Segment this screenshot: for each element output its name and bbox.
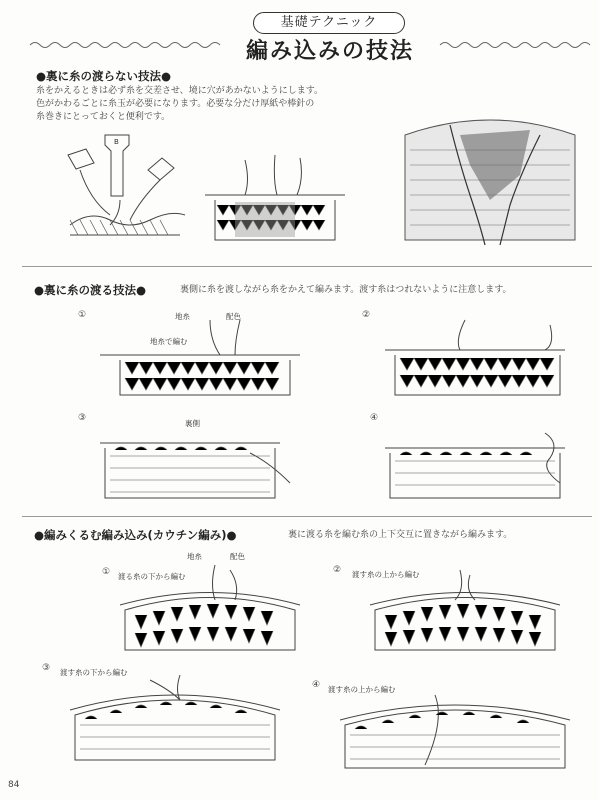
section2-step-1: ① — [78, 310, 87, 320]
section3-heading: ●編みくるむ編み込み(カウチン編み)● — [34, 528, 237, 542]
stranded-step3-illustration — [100, 428, 300, 506]
label3-color-yarn: 配色 — [230, 552, 245, 561]
label3-over2: 渡す糸の上から編む — [328, 685, 396, 694]
page-number: 84 — [8, 780, 20, 790]
label3-under2: 渡す糸の下から編む — [60, 668, 128, 677]
cowichan-step2-illustration — [370, 570, 560, 655]
section2-step-2: ② — [362, 310, 371, 320]
section-divider-2 — [22, 516, 592, 517]
label-back-side: 裏側 — [185, 419, 200, 428]
stranded-step2-illustration — [385, 320, 565, 400]
label-ground-yarn: 地糸 — [175, 312, 190, 321]
page-title: 編み込みの技法 — [245, 39, 414, 64]
stranded-step1-illustration — [100, 320, 300, 400]
bobbins-illustration — [60, 130, 190, 245]
section1-text-line2: 色がかわるごとに糸玉が必要になります。必要な分だけ厚紙や棒針の — [36, 99, 315, 109]
label3-under: 渡る糸の下から編む — [118, 572, 186, 581]
section-badge: 基礎テクニック — [253, 12, 405, 34]
section1-heading: ●裏に糸の渡らない技法● — [36, 69, 172, 83]
label3-ground-yarn: 地糸 — [187, 552, 202, 561]
intarsia-back-illustration — [400, 105, 580, 245]
section3-step-3: ③ — [42, 663, 51, 673]
section3-step-4: ④ — [312, 680, 321, 690]
decorative-border-left — [30, 40, 220, 50]
section2-note: 裏側に糸を渡しながら糸をかえて編みます。渡す糸はつれないように注意します。 — [180, 285, 512, 295]
label-knit-with-ground: 地糸で編む — [150, 337, 188, 346]
stranded-step4-illustration — [385, 428, 575, 506]
section2-step-3: ③ — [78, 413, 87, 423]
section3-step-1: ① — [102, 567, 111, 577]
decorative-border-right — [440, 40, 590, 50]
cowichan-step1-illustration — [120, 565, 300, 655]
section2-heading: ●裏に糸の渡る技法● — [34, 283, 147, 297]
bobbin-letter: B — [114, 138, 119, 146]
section3-note: 裏に渡る糸を編む糸の上下交互に置きながら編みます。 — [288, 530, 513, 540]
section3-step-2: ② — [333, 565, 342, 575]
section1-text-line1: 糸をかえるときは必ず糸を交差させ、境に穴があかないようにします。 — [36, 86, 324, 96]
section2-step-4: ④ — [370, 413, 379, 423]
intarsia-sample-illustration — [205, 150, 345, 245]
cowichan-step4-illustration — [340, 690, 570, 770]
section-divider-1 — [22, 266, 592, 267]
section1-text-line3: 糸巻きにとっておくと便利です。 — [36, 112, 171, 122]
label3-over: 渡す糸の上から編む — [352, 570, 420, 579]
cowichan-step3-illustration — [70, 675, 280, 765]
label-color-yarn: 配色 — [226, 312, 241, 321]
